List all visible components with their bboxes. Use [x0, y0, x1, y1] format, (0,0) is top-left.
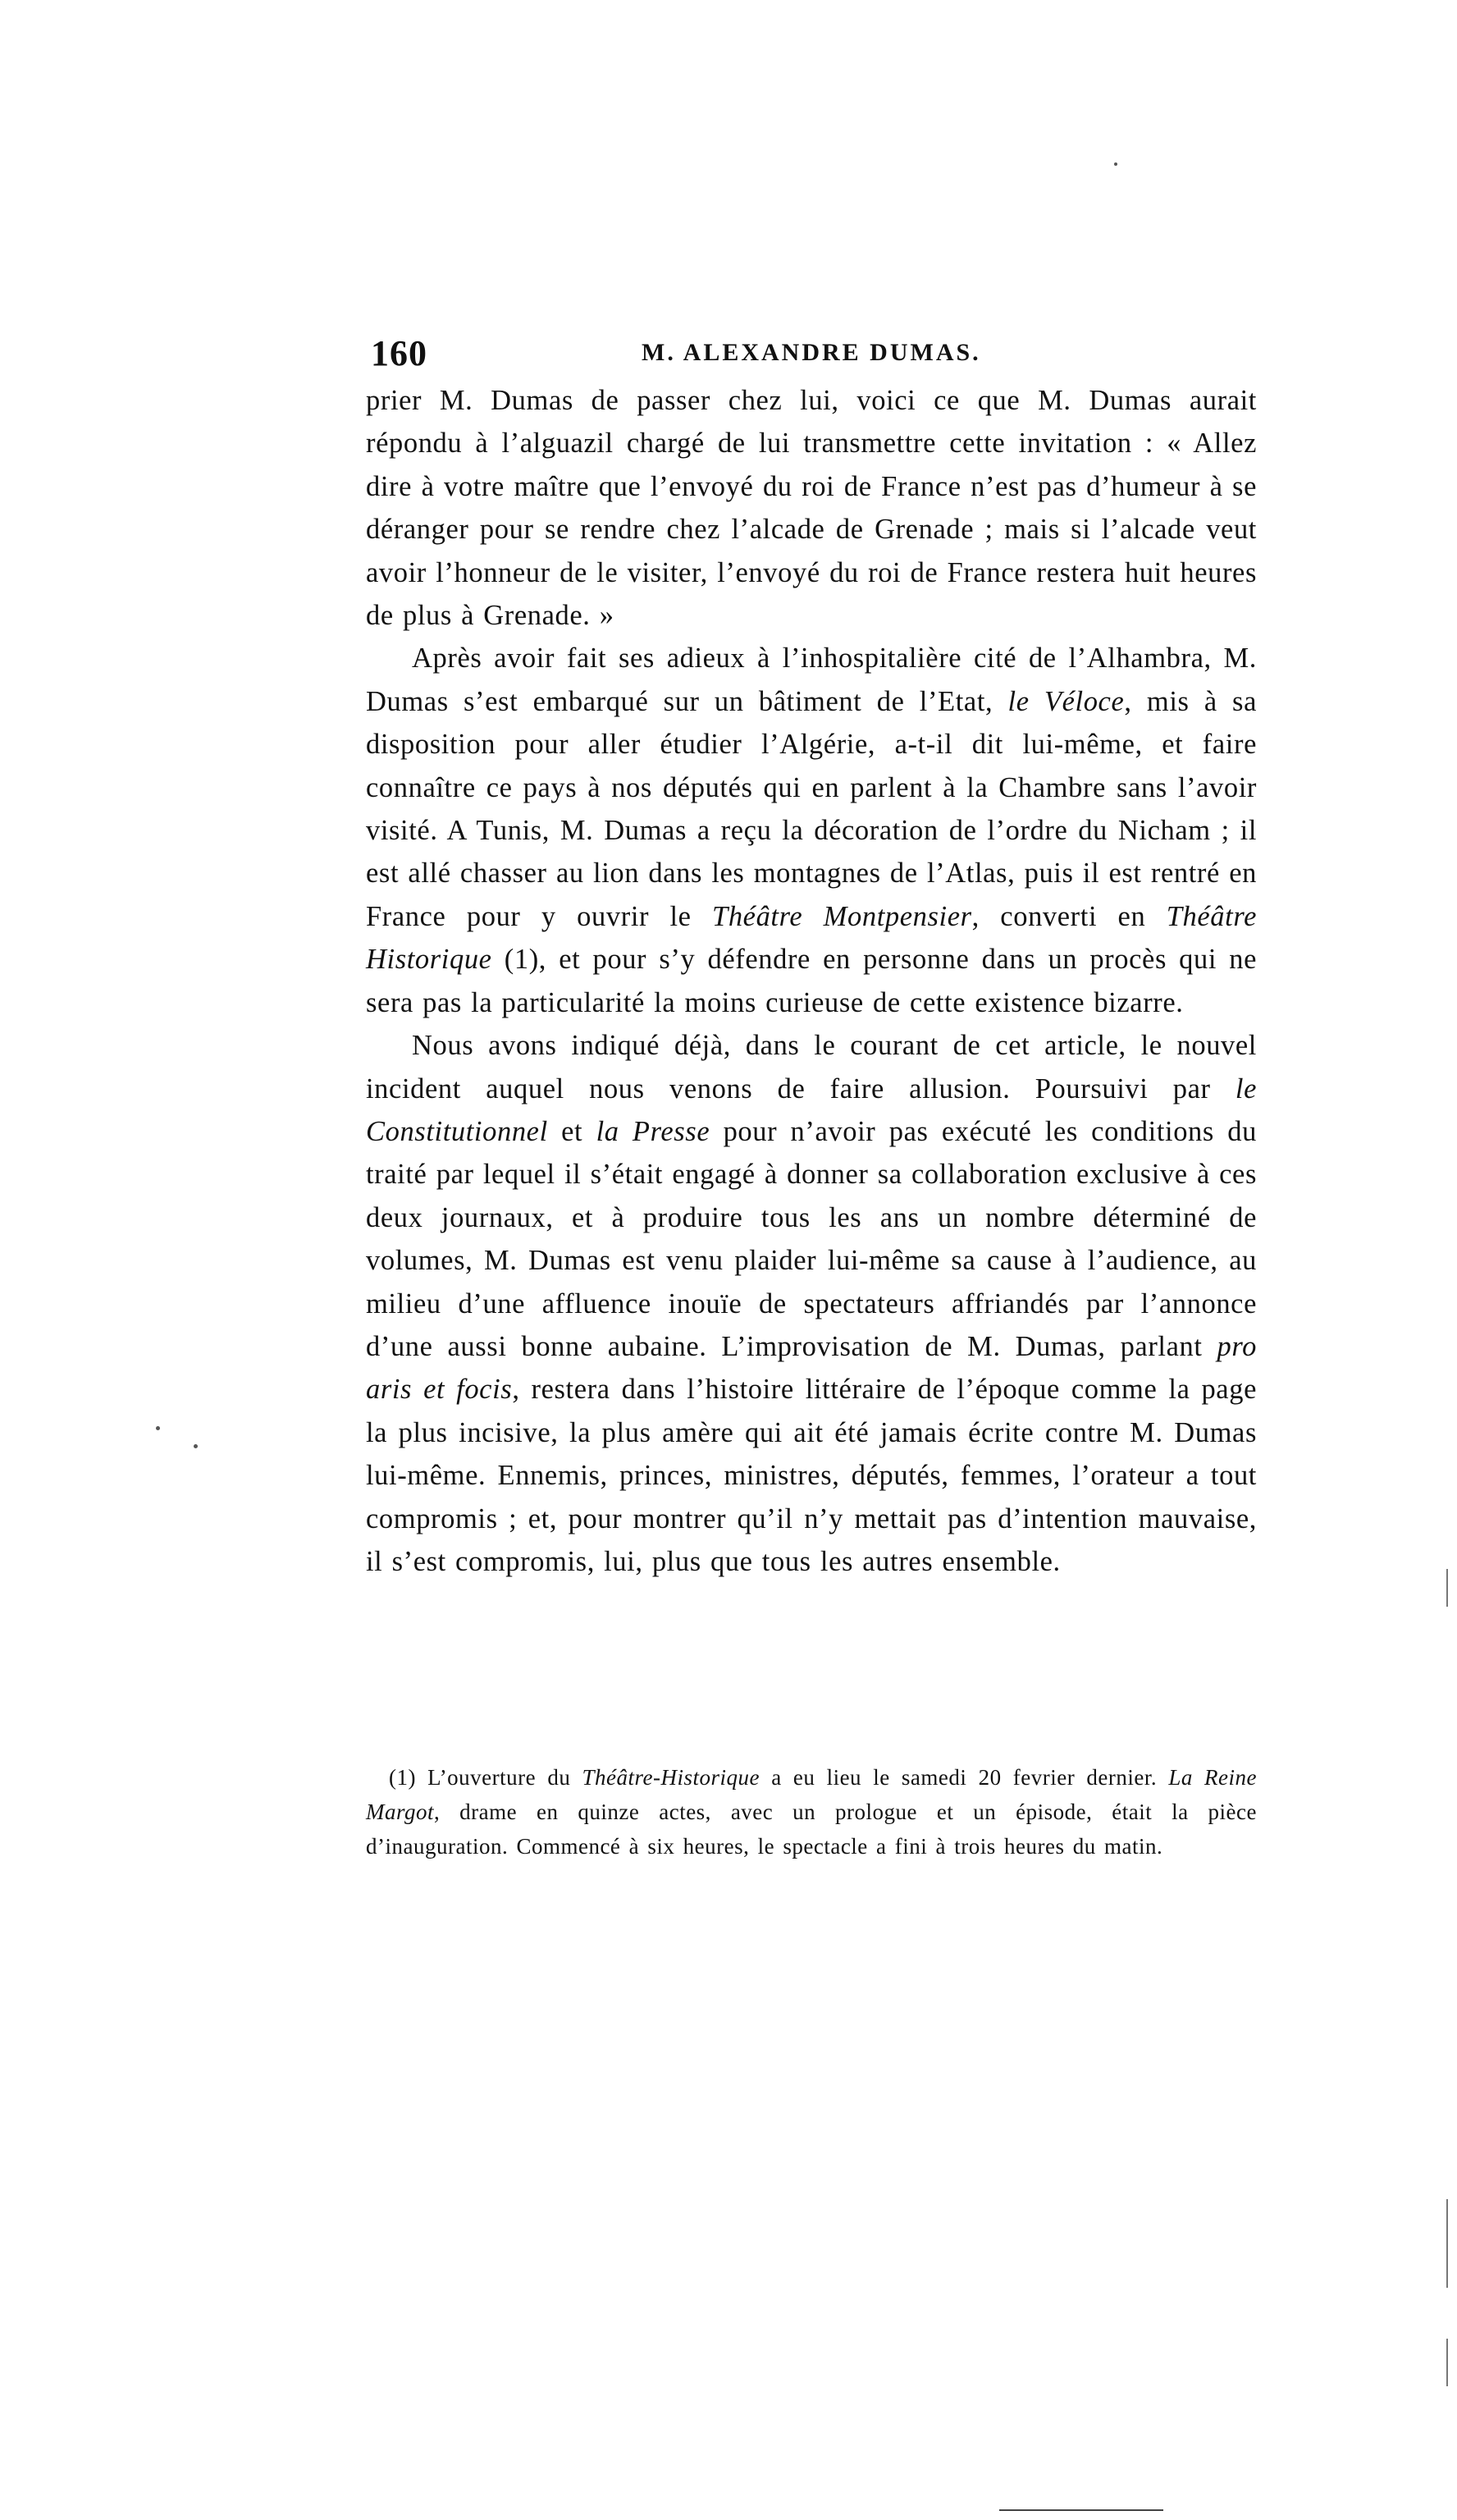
theatre-montpensier: Théâtre Montpensier: [712, 900, 972, 932]
scan-speck: [1114, 162, 1117, 166]
page-header: [371, 332, 1257, 382]
footnote-theatre: Théâtre-Historique: [582, 1765, 760, 1790]
newspaper-presse: la Presse: [596, 1115, 710, 1147]
paragraph-3-text-b: et: [561, 1115, 583, 1147]
footnote-text-b: a eu lieu le samedi 20 fevrier dernier.: [771, 1765, 1158, 1790]
paragraph-3-text-a: Nous avons indiqué déjà, dans le courant de cet article, le nouvel incident auquel nous venons de faire allusion. Poursuivi par: [366, 1030, 1257, 1105]
page-number: 160: [371, 333, 427, 373]
paragraph-2-text-b: , mis à sa disposition pour aller étudier l’Algérie, a-t-il dit lui-même, et faire connaître ce pays à nos députés qui en parlent à la Chambre sans l’avoir visité. A Tunis, M. Dumas a reçu la décoration de l’ordre du Nicham ; il est allé chasser au lion dans les montagnes de l’Atlas, puis il est rentré en France pour y ouvrir le: [366, 685, 1257, 932]
scan-speck: [156, 1426, 160, 1430]
paragraph-2-text-c: , converti en: [971, 900, 1146, 932]
footnote: [366, 1760, 1257, 1864]
paragraph-2: [366, 637, 1257, 1024]
paragraph-3-text-d: , restera dans l’histoire littéraire de l’époque comme la page la plus incisive, la plus amère qui ait été jamais écrite contre M. Dumas lui-même. Ennemis, princes, ministres, députés, femmes, l’orateur a tout compromis ; et, pour montrer qu’il n’y mettait pas d’intention mauvaise, il s’est compromis, lui, plus que tous les autres ensemble.: [366, 1374, 1257, 1577]
scan-margin-line: [1446, 1569, 1448, 1607]
latin-phrase: pro aris et focis: [366, 1330, 1257, 1406]
newspaper-constitutionnel: le Constitutionnel: [366, 1072, 1257, 1147]
scan-margin-line: [1446, 2339, 1448, 2386]
body-text: [366, 379, 1257, 1583]
footnote-text-c: , drame en quinze actes, avec un prologue et un épisode, était la pièce d’inauguration. Commencé à six heures, le spectacle a fini à trois heures du matin.: [366, 1800, 1257, 1859]
scan-speck: [194, 1444, 198, 1448]
paragraph-2-text-a: Après avoir fait ses adieux à l’inhospitalière cité de l’Alhambra, M. Dumas s’est embarqué sur un bâtiment de l’Etat,: [366, 643, 1257, 717]
theatre-historique: Théâtre Historique: [366, 900, 1257, 976]
paragraph-1: [366, 379, 1257, 637]
footnote-text-a: (1) L’ouverture du: [389, 1765, 571, 1790]
scan-margin-line: [1446, 2199, 1448, 2288]
paragraph-1-text: prier M. Dumas de passer chez lui, voici ce que M. Dumas aurait répondu à l’alguazil chargé de lui transmettre cette invitation : « Allez dire à votre maître que l’envoyé du roi de France n’est pas d’humeur à se déranger pour se rendre chez l’alcade de Grenade ; mais si l’alcade veut avoir l’honneur de le visiter, l’envoyé du roi de France restera huit heures de plus à Grenade. »: [366, 385, 1257, 632]
ship-name: le Véloce: [1007, 685, 1125, 717]
running-head: M. ALEXANDRE DUMAS.: [642, 339, 981, 366]
paragraph-3: [366, 1024, 1257, 1583]
footnote-play-title: La Reine Margot: [366, 1765, 1258, 1824]
scan-bottom-rule: [999, 2509, 1163, 2511]
paragraph-3-text-c: pour n’avoir pas exécuté les conditions du traité par lequel il s’était engagé à donner sa collaboration exclusive à ces deux journaux, et à produire tous les ans un nombre déterminé de volumes, M. Dumas est venu plaider lui-même sa cause à l’audience, au milieu d’une affluence inouïe de spectateurs affriandés par l’annonce d’une aussi bonne aubaine. L’improvisation de M. Dumas, parlant: [366, 1115, 1257, 1362]
paragraph-2-text-d: (1), et pour s’y défendre en personne dans un procès qui ne sera pas la particularité la moins curieuse de cette existence bizarre.: [366, 944, 1257, 1018]
